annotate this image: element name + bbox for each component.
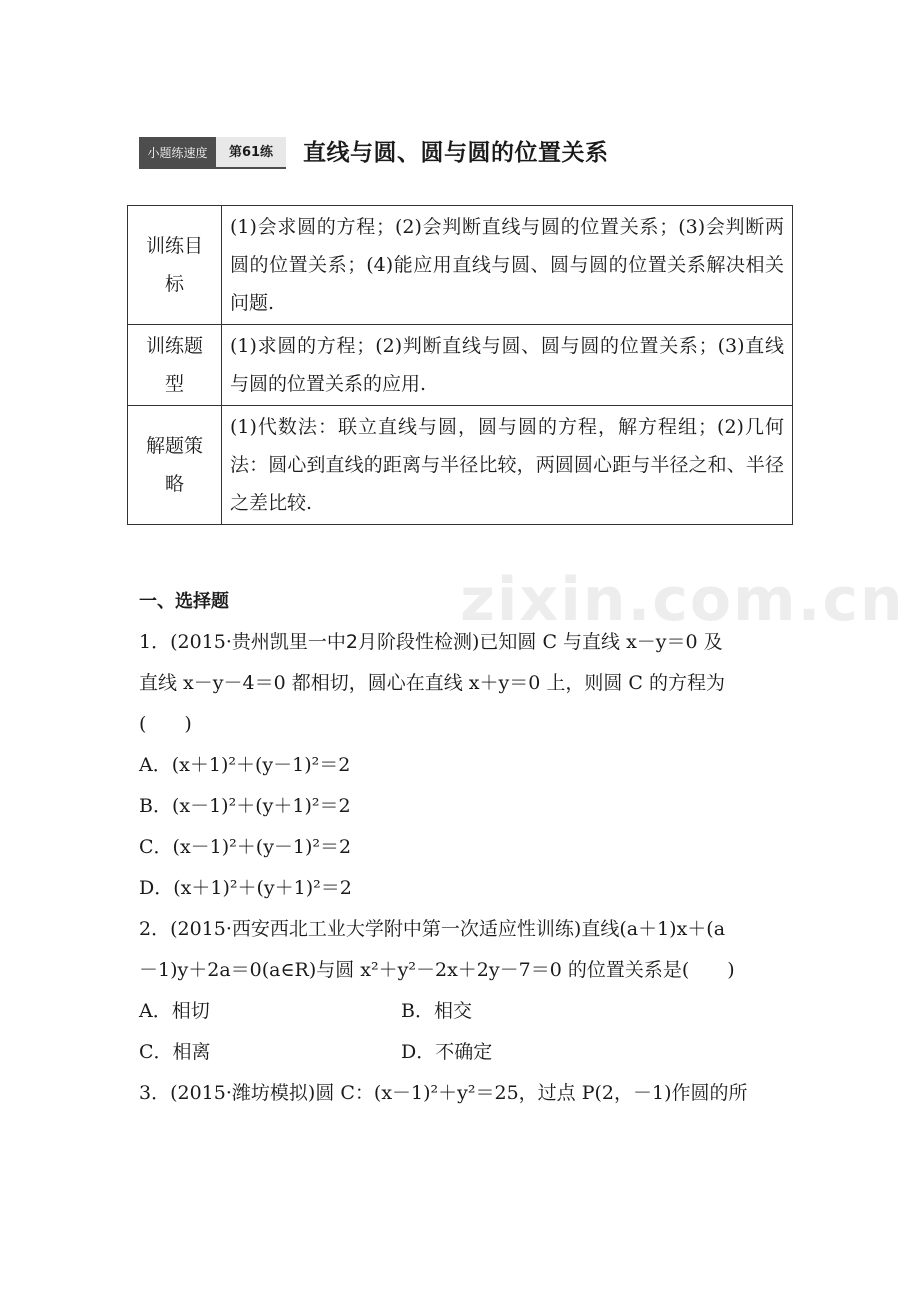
lesson-number-tag: 第61练 [216, 137, 286, 169]
question-2-line-2: －1)y＋2a＝0(a∈R)与圆 x²＋y²－2x＋2y－7＝0 的位置关系是( ) [139, 959, 735, 981]
row-label: 解题策略 [128, 406, 222, 525]
question-stem: )已知圆 C 与直线 x－y＝0 及 [472, 631, 723, 653]
page-title: 直线与圆、圆与圆的位置关系 [303, 140, 609, 166]
category-tag: 小题练速度 [139, 137, 216, 169]
option-row [139, 1032, 789, 1073]
question-year: (2015· [170, 1082, 232, 1104]
option-d[interactable]: D．不确定 [401, 1041, 493, 1063]
option-c[interactable]: C．(x－1)²＋(y－1)²＝2 [139, 836, 352, 858]
question-stem: )直线(a＋1)x＋(a [573, 918, 726, 940]
row-label: 训练目标 [128, 206, 222, 325]
question-number: 2． [139, 918, 171, 940]
row-label: 训练题型 [128, 325, 222, 406]
question-1-line-2: 直线 x－y－4＝0 都相切，圆心在直线 x＋y＝0 上，则圆 C 的方程为 [139, 672, 725, 694]
row-text: (1)会求圆的方程；(2)会判断直线与圆的位置关系；(3)会判断两圆的位置关系；(4)能应用直线与圆、圆与圆的位置关系解决相关问题. [222, 206, 793, 325]
option-row [139, 991, 789, 1032]
question-3-line-1 [139, 1073, 789, 1114]
question-1-line-3: ( ) [139, 713, 192, 735]
lesson-header [139, 137, 609, 169]
overview-table [127, 205, 793, 525]
row-text: (1)代数法：联立直线与圆，圆与圆的方程，解方程组；(2)几何法：圆心到直线的距离与半径比较，两圆圆心距与半径之和、半径之差比较. [222, 406, 793, 525]
watermark: zixin.com.cn [460, 565, 905, 635]
exercise-content [139, 582, 789, 1114]
question-source: 贵州凯里一中2月阶段性检测 [231, 631, 472, 653]
question-source: 西安西北工业大学附中第一次适应性训练 [231, 918, 574, 940]
question-number: 1． [139, 631, 171, 653]
table-row [128, 406, 793, 525]
question-year: (2015· [170, 918, 232, 940]
option-b[interactable]: B．(x－1)²＋(y＋1)²＝2 [139, 795, 351, 817]
option-d[interactable]: D．(x＋1)²＋(y＋1)²＝2 [139, 877, 352, 899]
question-source: 潍坊模拟 [231, 1082, 308, 1104]
question-1-line-1 [139, 622, 789, 663]
option-a[interactable]: A．相切 [139, 1000, 210, 1022]
question-2-line-1 [139, 909, 789, 950]
table-row [128, 325, 793, 406]
option-c[interactable]: C．相离 [139, 1041, 211, 1063]
option-a[interactable]: A．(x＋1)²＋(y－1)²＝2 [139, 754, 351, 776]
option-b[interactable]: B．相交 [401, 1000, 472, 1022]
question-year: (2015· [170, 631, 232, 653]
row-text: (1)求圆的方程；(2)判断直线与圆、圆与圆的位置关系；(3)直线与圆的位置关系的应用. [222, 325, 793, 406]
section-title: 一、选择题 [139, 591, 229, 612]
question-stem: )圆 C：(x－1)²＋y²＝25，过点 P(2，－1)作圆的所 [307, 1082, 748, 1104]
question-number: 3． [139, 1082, 171, 1104]
table-row [128, 206, 793, 325]
